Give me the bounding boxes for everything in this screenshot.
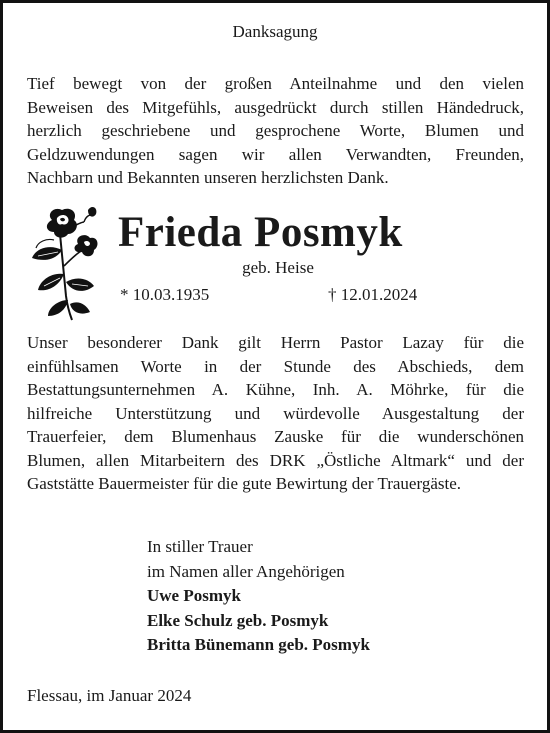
- rose-icon: [24, 204, 104, 322]
- signature-line: In stiller Trauer: [147, 537, 253, 556]
- maiden-name: geb. Heise: [242, 258, 314, 277]
- intro-line: herzlich geschriebene und gesprochene Worte, Blumen und: [27, 121, 524, 140]
- place-date: Flessau, im Januar 2024: [27, 686, 192, 705]
- intro-line: Geldzuwendungen sagen wir allen Verwandten, Freunden,: [27, 144, 524, 164]
- mourner-name: Uwe Posmyk: [147, 586, 241, 605]
- thanks-line: hilfreiche Unterstützung und würdevolle Ausgestaltung der: [27, 403, 524, 423]
- thanks-line: Gaststätte Bauermeister für die gute Bewirtung der Trauergäste.: [27, 474, 462, 493]
- thanks-line: Bestattungsunternehmen A. Kühne, Inh. A. Möhrke, für die: [27, 380, 524, 399]
- mourner-name: Britta Bünemann geb. Posmyk: [147, 635, 370, 654]
- thanks-paragraph: [27, 331, 524, 496]
- deceased-name: Frieda Posmyk: [118, 209, 403, 256]
- signature-line: im Namen aller Angehörigen: [147, 561, 345, 581]
- intro-line: Nachbarn und Bekannten unseren herzlichsten Dank.: [27, 168, 389, 187]
- intro-line: Tief bewegt von der großen Anteilnahme und den vielen: [27, 74, 524, 93]
- notice-heading: Danksagung: [232, 22, 318, 41]
- thanks-line: einfühlsamen Worte in der Stunde des Abschieds, dem: [27, 356, 524, 376]
- birth-date: * 10.03.1935: [120, 285, 210, 304]
- thanks-line: Unser besonderer Dank gilt Herrn Pastor Lazay für die: [27, 333, 524, 352]
- mourner-name: Elke Schulz geb. Posmyk: [147, 610, 329, 630]
- intro-line: Beweisen des Mitgefühls, ausgedrückt durch stillen Händedruck,: [27, 97, 524, 117]
- intro-paragraph: [27, 72, 524, 190]
- thanks-line: Trauerfeier, dem Blumenhaus Zauske für die wunderschönen: [27, 427, 524, 446]
- signature-block: [147, 535, 370, 658]
- death-date: † 12.01.2024: [328, 285, 418, 304]
- thanks-line: Blumen, allen Mitarbeitern des DRK „Östliche Altmark“ und der: [27, 450, 524, 470]
